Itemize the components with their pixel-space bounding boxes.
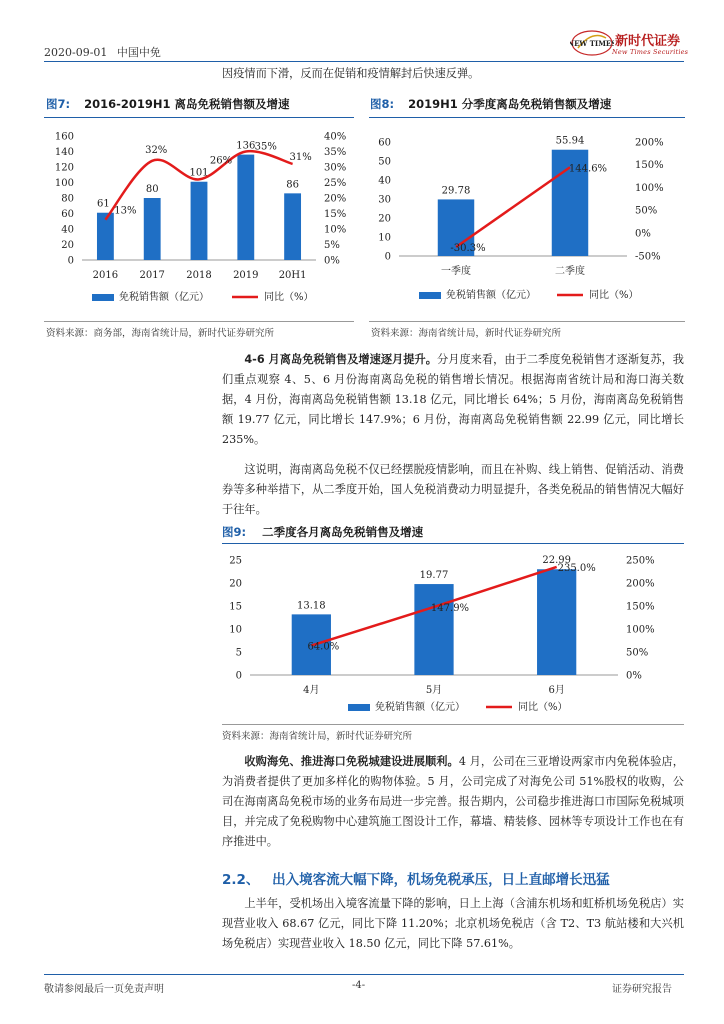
left-axis-tick-label: 5	[235, 647, 242, 659]
fig8-chart	[369, 120, 685, 315]
left-axis-tick-label: 100	[54, 177, 74, 189]
paragraph-recovery: 这说明，海南离岛免税不仅已经摆脱疫情影响，而且在补购、线上销售、促销活动、消费券等多种举措下，从二季度开始，国人免税消费动力明显提升，各类免税品的销售情况大幅好于往年。	[222, 463, 684, 516]
bar	[414, 584, 453, 675]
bar	[537, 569, 576, 675]
legend-bar-swatch	[92, 294, 114, 301]
paragraph-acquisition-text: 4 月，公司在三亚增设两家市内免税体验店，为消费者提供了更加多样化的购物体验。5 月，公司完成了对海免公司 51%股权的收购，公司在海南离岛免税市场的业务布局进一步完善。报告期内，公司稳步推进海口市国际免税城项目，并完成了免税购物中心建筑施工图设计工作，幕墙、精装修、园林等专项设计工作也在有序推进中。	[222, 755, 684, 848]
line-value-label: 32%	[145, 144, 168, 156]
header-date: 2020-09-01	[44, 46, 108, 59]
left-axis-tick-label: 60	[378, 137, 391, 149]
left-axis-tick-label: 140	[54, 146, 74, 158]
bar-value-label: 86	[286, 179, 299, 191]
brand-name-cn: 新时代证券	[615, 34, 681, 49]
intro-line: 因疫情而下滑，反而在促销和疫情解封后快速反弹。	[222, 67, 480, 80]
left-axis-tick-label: 40	[61, 224, 74, 236]
brand-name-en: New Times Securities	[612, 48, 689, 56]
left-axis-tick-label: 0	[67, 255, 74, 267]
x-axis-category-label: 2019	[233, 270, 259, 281]
line-value-label: -30.3%	[450, 243, 486, 255]
section-heading	[222, 868, 610, 888]
fig9-number: 图9:	[222, 525, 247, 539]
right-axis-tick-label: 10%	[324, 224, 347, 236]
section-number: 2.2、	[222, 872, 260, 888]
header-date-company	[44, 44, 161, 60]
right-axis-tick-label: 25%	[324, 177, 347, 189]
logo-text: NEW TIMES	[570, 39, 614, 48]
fig7-source-rule	[44, 321, 354, 322]
fig7-chart	[44, 120, 356, 315]
x-axis-category-label: 4月	[303, 685, 320, 696]
brand-logo-icon	[570, 28, 614, 58]
right-axis-tick-label: 30%	[324, 162, 347, 174]
line-value-label: 35%	[254, 141, 277, 153]
right-axis-tick-label: 100%	[635, 182, 664, 194]
fig9-title	[222, 524, 423, 540]
line-value-label: 31%	[289, 151, 312, 163]
x-axis-category-label: 6月	[548, 685, 565, 696]
right-axis-tick-label: 150%	[635, 160, 664, 172]
line-value-label: 147.9%	[430, 602, 470, 614]
x-axis-category-label: 2016	[92, 270, 119, 281]
right-axis-tick-label: 100%	[626, 624, 655, 636]
right-axis-tick-label: 150%	[626, 601, 655, 613]
paragraph-acquisition	[222, 752, 684, 852]
fig9-title-text: 二季度各月离岛免税销售及增速	[262, 525, 424, 539]
right-axis-tick-label: 0%	[635, 228, 651, 240]
bar	[144, 198, 161, 260]
x-axis-category-label: 二季度	[555, 266, 585, 277]
left-axis-tick-label: 60	[61, 208, 74, 220]
bar	[237, 155, 254, 260]
legend-bar-label: 免税销售额（亿元）	[446, 290, 536, 301]
fig9-source-rule	[222, 724, 684, 725]
bar-value-label: 19.77	[419, 570, 449, 582]
header-company: 中国中免	[116, 46, 161, 59]
x-axis-category-label: 2018	[186, 270, 212, 281]
left-axis-tick-label: 0	[384, 251, 391, 263]
footer-page-number: -4-	[352, 980, 366, 991]
left-axis-tick-label: 30	[378, 194, 391, 206]
paragraph-acquisition-lead: 收购海免、推进海口免税城建设进展顺利。	[244, 755, 459, 768]
x-axis-category-label: 20H1	[278, 270, 307, 281]
section-title: 出入境客流大幅下降，机场免税承压，日上直邮增长迅猛	[272, 872, 610, 888]
line-value-label: 144.6%	[568, 163, 608, 175]
fig9-source: 资料来源：海南省统计局，新时代证券研究所	[222, 731, 413, 742]
fig8-title-text: 2019H1 分季度离岛免税销售额及增速	[408, 97, 612, 111]
legend-line-label: 同比（%）	[518, 702, 568, 713]
fig8-title-rule	[369, 117, 685, 118]
left-axis-tick-label: 0	[235, 670, 242, 682]
fig7-title	[46, 96, 290, 112]
paragraph-sales-monthly-lead: 4-6 月离岛免税销售及增速逐月提升。	[244, 353, 437, 366]
paragraph-airport: 上半年，受机场出入境客流量下降的影响，日上上海（含浦东机场和虹桥机场免税店）实现营业收入 68.67 亿元，同比下降 11.20%；北京机场免税店（含 T2、T3 航站楼和大兴机场免税店）实现营业收入 18.50 亿元，同比下降 57.61%。	[222, 897, 684, 950]
fig9-title-rule	[222, 543, 684, 544]
legend-bar-swatch	[348, 704, 370, 711]
right-axis-tick-label: 0%	[626, 670, 642, 682]
bar-value-label: 55.94	[555, 135, 585, 147]
left-axis-tick-label: 120	[54, 162, 74, 174]
line-value-label: 26%	[209, 155, 233, 167]
bar-value-label: 13.18	[297, 600, 326, 612]
left-axis-tick-label: 25	[229, 555, 242, 567]
x-axis-category-label: 2017	[139, 270, 165, 281]
bar-value-label: 80	[145, 184, 159, 195]
footer-disclaimer: 敬请参阅最后一页免责声明	[44, 984, 164, 995]
legend-bar-label: 免税销售额（亿元）	[119, 292, 209, 303]
legend-line-label: 同比（%）	[264, 292, 314, 303]
fig7-title-rule	[44, 117, 354, 118]
footer-rule	[44, 974, 684, 975]
bar-value-label: 29.78	[441, 185, 471, 197]
line-value-label: 13%	[114, 205, 137, 217]
right-axis-tick-label: -50%	[635, 251, 661, 263]
x-axis-category-label: 5月	[425, 685, 443, 696]
fig7-title-text: 2016-2019H1 离岛免税销售额及增速	[84, 97, 290, 111]
left-axis-tick-label: 20	[61, 239, 74, 251]
footer-report-type: 证券研究报告	[612, 984, 672, 995]
left-axis-tick-label: 40	[378, 175, 391, 187]
bar-value-label: 61	[97, 198, 110, 210]
left-axis-tick-label: 160	[54, 131, 74, 143]
bar	[97, 213, 114, 260]
fig8-title	[370, 96, 611, 112]
left-axis-tick-label: 15	[229, 601, 242, 613]
right-axis-tick-label: 200%	[626, 578, 655, 590]
right-axis-tick-label: 35%	[324, 146, 347, 158]
right-axis-tick-label: 5%	[324, 239, 340, 251]
bar	[191, 182, 208, 260]
fig7-number: 图7:	[46, 97, 71, 111]
right-axis-tick-label: 250%	[626, 555, 655, 567]
header-rule	[44, 61, 684, 62]
legend-bar-label: 免税销售额（亿元）	[375, 702, 465, 713]
fig8-source-rule	[369, 321, 685, 322]
right-axis-tick-label: 200%	[635, 137, 664, 149]
right-axis-tick-label: 15%	[324, 208, 347, 220]
bar	[284, 193, 301, 260]
x-axis-category-label: 一季度	[441, 266, 471, 277]
line-value-label: 64.0%	[307, 641, 340, 653]
fig8-source: 资料来源：海南省统计局，新时代证券研究所	[371, 328, 562, 339]
left-axis-tick-label: 10	[378, 232, 391, 244]
left-axis-tick-label: 10	[229, 624, 242, 636]
fig8-number: 图8:	[370, 97, 395, 111]
bar-value-label: 22.99	[542, 555, 571, 567]
right-axis-tick-label: 50%	[635, 205, 658, 217]
left-axis-tick-label: 50	[378, 156, 391, 168]
bar-value-label: 136	[236, 140, 256, 152]
left-axis-tick-label: 20	[229, 578, 242, 590]
right-axis-tick-label: 0%	[324, 255, 340, 267]
left-axis-tick-label: 20	[378, 213, 391, 225]
legend-line-label: 同比（%）	[589, 290, 639, 301]
paragraph-sales-monthly-text: 分月度来看，由于二季度免税销售才逐渐复苏，我们重点观察 4、5、6 月份海南离岛免税的销售增长情况。根据海南省统计局和海口海关数据，4 月份，海南离岛免税销售额 13.18 亿元，同比增长 64%；5 月份，海南离岛免税销售额 19.77 亿元，同比增长 147.9%；6 月份，海南离岛免税销售额 22.99 亿元，同比增长 235%。	[222, 353, 684, 446]
paragraph-sales-monthly	[222, 350, 684, 450]
fig7-source: 资料来源：商务部，海南省统计局，新时代证券研究所	[46, 328, 275, 339]
right-axis-tick-label: 40%	[324, 131, 347, 143]
legend-bar-swatch	[419, 292, 441, 299]
fig9-chart	[222, 546, 684, 716]
bar-value-label: 101	[189, 167, 209, 179]
right-axis-tick-label: 50%	[626, 647, 649, 659]
line-value-label: 235.0%	[557, 562, 596, 574]
left-axis-tick-label: 80	[61, 193, 74, 205]
right-axis-tick-label: 20%	[324, 193, 347, 205]
